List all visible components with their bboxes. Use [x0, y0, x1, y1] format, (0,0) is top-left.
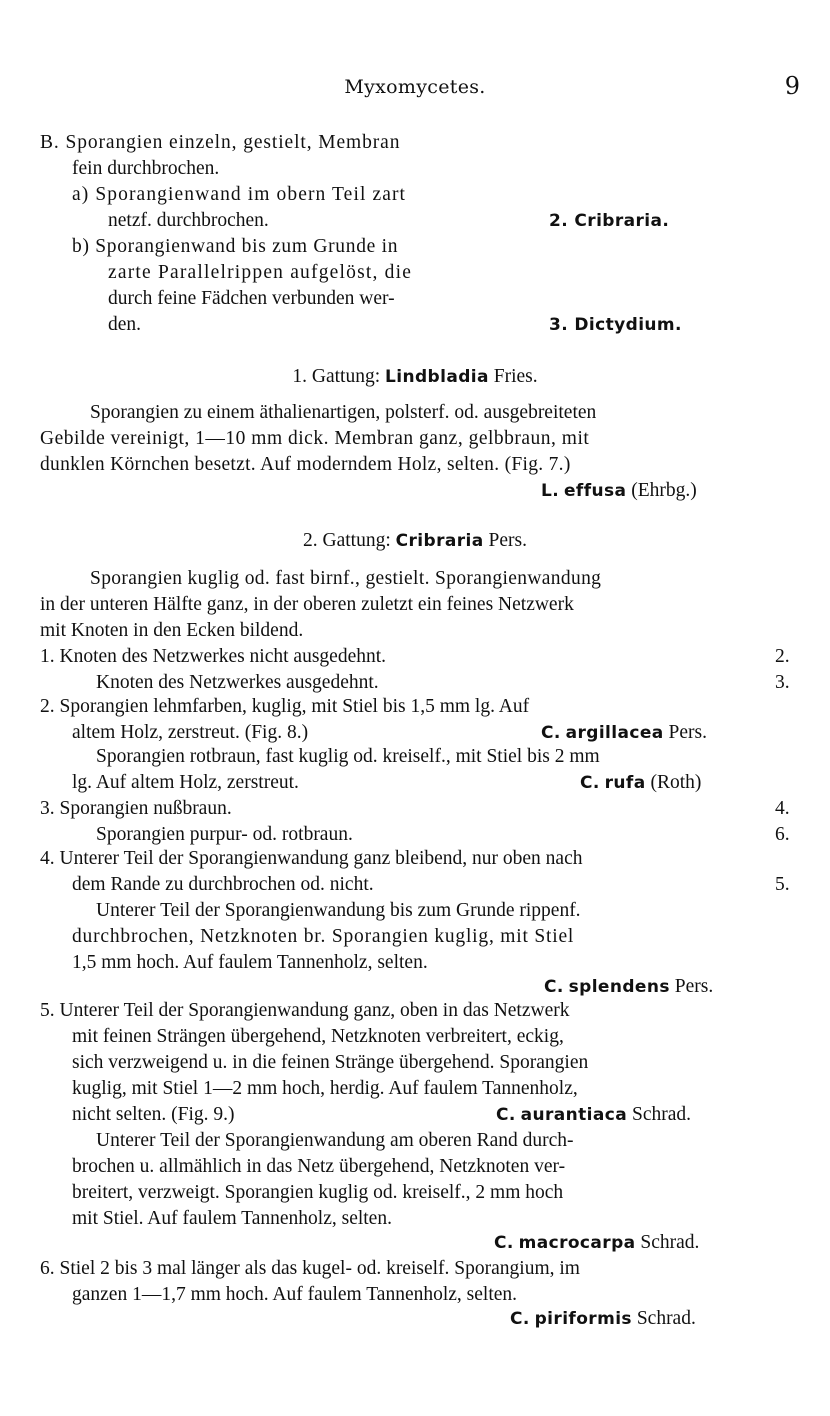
- genus-description: Sporangien kuglig od. fast birnf., gestielt. Sporangienwandung: [90, 568, 602, 589]
- key-b-line: fein durchbrochen.: [72, 158, 220, 179]
- running-title: Myxomycetes.: [344, 76, 486, 98]
- key-couplet: ganzen 1—1,7 mm hoch. Auf faulem Tannenholz, selten.: [72, 1284, 518, 1305]
- key-couplet: lg. Auf altem Holz, zerstreut. C. rufa (Roth): [72, 772, 702, 793]
- key-b-option-b: durch feine Fädchen verbunden wer-: [108, 288, 395, 309]
- genus-reference: 2. Cribraria.: [549, 211, 670, 231]
- species-name: C. macrocarpa Schrad.: [494, 1232, 700, 1253]
- key-couplet: 6. Stiel 2 bis 3 mal länger als das kugel- od. kreiself. Sporangium, im: [40, 1258, 580, 1279]
- key-couplet: Unterer Teil der Sporangienwandung bis zum Grunde rippenf.: [96, 900, 581, 921]
- genus-reference: 3. Dictydium.: [549, 315, 682, 335]
- key-b-option-b: zarte Parallelrippen aufgelöst, die: [108, 262, 413, 283]
- key-couplet: sich verzweigend u. in die feinen Stränge übergehend. Sporangien: [72, 1052, 589, 1073]
- key-b-option-a: netzf. durchbrochen. 2. Cribraria.: [0, 208, 830, 234]
- genus-description: dunklen Körnchen besetzt. Auf moderndem Holz, selten. (Fig. 7.): [40, 454, 571, 475]
- key-couplet: mit feinen Strängen übergehend, Netzknoten verbreitert, eckig,: [72, 1026, 564, 1047]
- key-couplet: 1,5 mm hoch. Auf faulem Tannenholz, selten.: [72, 952, 428, 973]
- genus-heading: 2. Gattung: Cribraria Pers.: [303, 530, 527, 551]
- key-couplet: 5. Unterer Teil der Sporangienwandung ganz, oben in das Netzwerk: [40, 1000, 570, 1021]
- key-couplet: 3. Sporangien nußbraun. 4.: [40, 798, 790, 819]
- species-name: C. piriformis Schrad.: [510, 1308, 696, 1329]
- key-couplet: dem Rande zu durchbrochen od. nicht. 5.: [72, 874, 790, 895]
- key-couplet: breitert, verzweigt. Sporangien kuglig od. kreiself., 2 mm hoch: [72, 1182, 564, 1203]
- genus-description: mit Knoten in den Ecken bildend.: [40, 620, 304, 641]
- key-couplet: Unterer Teil der Sporangienwandung am oberen Rand durch-: [96, 1130, 574, 1151]
- genus-description: Gebilde vereinigt, 1—10 mm dick. Membran ganz, gelbbraun, mit: [40, 428, 590, 449]
- page-number: 9: [784, 72, 800, 100]
- key-couplet: 1. Knoten des Netzwerkes nicht ausgedehnt. 2.: [40, 646, 790, 667]
- key-couplet: altem Holz, zerstreut. (Fig. 8.) C. argillacea Pers.: [72, 722, 708, 743]
- key-b-line: B. Sporangien einzeln, gestielt, Membran: [40, 132, 401, 153]
- key-couplet: 2. Sporangien lehmfarben, kuglig, mit Stiel bis 1,5 mm lg. Auf: [40, 696, 530, 717]
- key-couplet: kuglig, mit Stiel 1—2 mm hoch, herdig. Auf faulem Tannenholz,: [72, 1078, 578, 1099]
- key-couplet: brochen u. allmählich in das Netz übergehend, Netzknoten ver-: [72, 1156, 566, 1177]
- key-couplet: Sporangien purpur- od. rotbraun. 6.: [96, 824, 790, 845]
- key-couplet: durchbrochen, Netzknoten br. Sporangien kuglig, mit Stiel: [72, 926, 575, 947]
- key-couplet: mit Stiel. Auf faulem Tannenholz, selten.: [72, 1208, 392, 1229]
- species-name: C. splendens Pers.: [544, 976, 714, 997]
- running-header: [0, 72, 830, 102]
- genus-description: in der unteren Hälfte ganz, in der oberen zuletzt ein feines Netzwerk: [40, 594, 574, 615]
- key-b-option-b: b) Sporangienwand bis zum Grunde in: [72, 236, 399, 257]
- genus-heading: 1. Gattung: Lindbladia Fries.: [292, 366, 538, 387]
- genus-description: Sporangien zu einem äthalienartigen, polsterf. od. ausgebreiteten: [90, 402, 597, 423]
- species-name: L. effusa (Ehrbg.): [541, 480, 697, 501]
- key-couplet: Knoten des Netzwerkes ausgedehnt. 3.: [96, 672, 790, 693]
- key-couplet: Sporangien rotbraun, fast kuglig od. kreiself., mit Stiel bis 2 mm: [96, 746, 600, 767]
- key-b-option-a: a) Sporangienwand im obern Teil zart: [72, 184, 407, 205]
- key-b-option-b: den. 3. Dictydium.: [0, 312, 830, 338]
- key-couplet: 4. Unterer Teil der Sporangienwandung ganz bleibend, nur oben nach: [40, 848, 583, 869]
- key-couplet: nicht selten. (Fig. 9.) C. aurantiaca Schrad.: [72, 1104, 692, 1125]
